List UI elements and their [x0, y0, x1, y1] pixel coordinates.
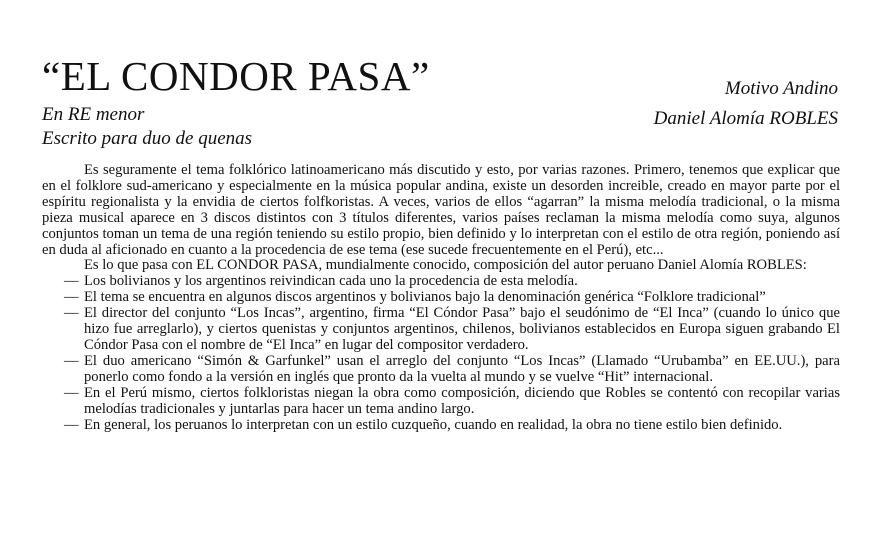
- scoring-label: Escrito para duo de quenas: [42, 128, 253, 149]
- motif-label: Motivo Andino: [724, 78, 838, 99]
- list-item: [42, 418, 840, 434]
- list-item: [42, 290, 840, 306]
- list-item-text: El duo americano “Simón & Garfunkel” usan el arreglo del conjunto “Los Incas” (Llamado “Urubamba” en EE.UU.), para ponerlo como fondo a la versión en inglés que pronto da la vuelta al mundo y se vuelve “Hit” internacional.: [84, 352, 840, 385]
- article-body: [42, 163, 840, 433]
- dash-bullet: —: [64, 416, 79, 433]
- list-item-text: Los bolivianos y los argentinos reivindican cada uno la procedencia de esta melodía.: [84, 273, 578, 290]
- list-item: [42, 274, 840, 290]
- list-item: [42, 386, 840, 418]
- list-item-text: El director del conjunto “Los Incas”, argentino, firma “El Cóndor Pasa” bajo el seudónimo de “El Inca” (cuando lo único que hizo fue arreglarlo), y ciertos quenistas y conjuntos argentinos, chilenos, bolivianos establecidos en Europa siguen grabando El Cóndor Pasa con el nombre de “El Inca” en lugar del compositor verdadero.: [84, 305, 840, 353]
- author-name: Daniel Alomía ROBLES: [653, 108, 838, 129]
- list-item: [42, 306, 840, 354]
- list-item: [42, 354, 840, 386]
- dash-bullet: —: [64, 352, 79, 369]
- intro-paragraph: Es seguramente el tema folklórico latinoamericano más discutido y esto, por varias razones. Primero, tenemos que explicar que en el folklore sud-americano y especialmente en la música popular andina, existe un desorden increible, creado en mayor parte por el espíritu regionalista y la envidia de ciertos folfkoristas. A veces, varios de ellos “agarran” la misma melodía tradicional, o la misma pieza musical aparece en 3 discos distintos con 3 títulos diferentes, varios países reclaman la misma melodía como suya, algunos conjuntos toman un tema de una región teniendo su estilo propio, bien definido y lo interpretan con el estilo de otra región, poniendo así en duda al aficionado en cuanto a la procedencia de ese tema (ese sucede frecuentemente en el Perú), etc...: [42, 162, 840, 258]
- song-title: “EL CONDOR PASA”: [42, 53, 430, 99]
- second-paragraph: Es lo que pasa con EL CONDOR PASA, mundialmente conocido, composición del autor peruano Daniel Alomía ROBLES:: [84, 257, 807, 274]
- fact-list: [42, 274, 840, 433]
- dash-bullet: —: [64, 273, 79, 290]
- dash-bullet: —: [64, 289, 79, 306]
- dash-bullet: —: [64, 305, 79, 322]
- key-label: En RE menor: [42, 104, 145, 125]
- list-item-text: En general, los peruanos lo interpretan con un estilo cuzqueño, cuando en realidad, la obra no tiene estilo bien definido.: [84, 416, 783, 433]
- list-item-text: El tema se encuentra en algunos discos argentinos y bolivianos bajo la denominación genérica “Folklore tradicional”: [84, 289, 766, 306]
- dash-bullet: —: [64, 384, 79, 401]
- list-item-text: En el Perú mismo, ciertos folkloristas niegan la obra como composición, diciendo que Robles se contentó con recopilar varias melodías tradicionales y juntarlas para hacer un tema andino largo.: [84, 384, 840, 417]
